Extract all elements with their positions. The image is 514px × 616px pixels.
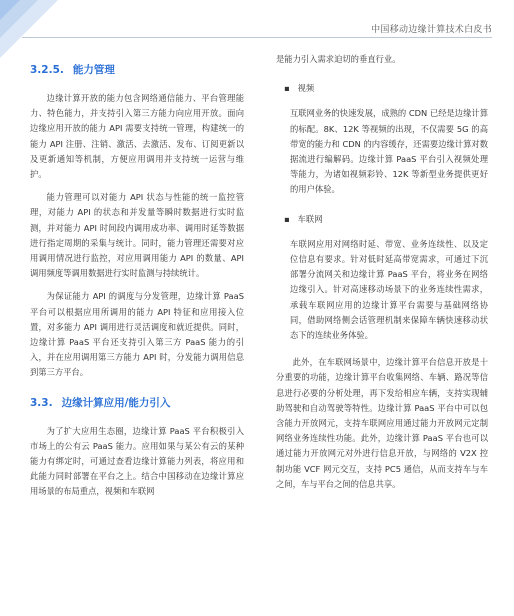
header-divider [22,37,492,38]
paragraph: 边缘计算开放的能力包含网络通信能力、平台管理能力、特色能力，并支持引入第三方能力向应用开放。面向边缘应用开放的能力 API 需要支持统一管理，构建统一的能力 API 注册、注销、激活、去激活、发布、订阅更新以及更新通知等机制，方便应用调用并支持统一运营与维护。 [30,93,244,180]
paragraph: 互联网业务的快速发展，成熟的 CDN 已经是边缘计算的标配。8K、12K 等视频的出现，不仅需要 5G 的高带宽的能力和 CDN 的内容缓存，还需要边缘计算对数据流进行编解码。边缘计算 PaaS 平台引入视频处理等能力，为诸如视频彩铃、12K 等新型业务提供更好的用户体验。 [290,108,488,195]
bullet-label: 视频 [297,83,315,94]
section-title: 边缘计算应用/能力引入 [61,396,171,409]
left-column [30,52,244,508]
bullet-label: 车联网 [297,213,323,224]
right-column [276,52,488,500]
bullet-item-video [284,81,488,96]
section-number: 3.2.5. [30,64,64,76]
paragraph: 是能力引入需求迫切的垂直行业。 [276,54,401,64]
section-title: 能力管理 [72,64,115,76]
paragraph: 车联网应用对网络时延、带宽、业务连续性、以及定位信息有要求。针对低时延高带宽需求，可通过下沉部署分流网关和边缘计算 PaaS 平台，将业务在网络边缘引入。针对高速移动场景下的业务连续性需求，承载车联网应用的边缘计算平台需要与基础网络协同，借助网络侧会话管理机制来保障车辆快速移动状态下的连续业务体验。 [290,238,488,341]
paragraph: 此外，在车联网场景中，边缘计算平台信息开放是十分重要的功能，边缘计算平台收集网络、车辆、路况等信息进行必要的分析处理，再下发给相应车辆，支持实现辅助驾驶和自动驾驶等特性。边缘计算 PaaS 平台中可以包含能力开放网元，支持车联网应用通过能力开放网元定制网络业务连续性功能。此外，边缘计算 PaaS 平台也可以通过能力开放网元对外进行信息开放，与网络的 V2X 控制功能 VCF 网元交互，支持 PC5 通信，从而支持车与车之间，车与平台之间的信息共享。 [276,357,488,489]
paragraph: 能力管理可以对能力 API 状态与性能的统一监控管理，对能力 API 的状态和并发量等瞬时数据进行实时监测，并对能力 API 时间段内调用成功率、调用时延等数据进行指定周期的采集与统计。同时，能力管理还需要对应用调用情况进行监控，对应用调用能力 API 的数量、API 调用频度等调用数据进行实时监测与持续统计。 [30,192,244,279]
section-heading-capability-management [30,62,244,78]
bullet-item-v2x [284,212,488,227]
bullet-dot-icon: ▪ [284,83,290,94]
corner-decoration-icon [0,0,58,58]
paragraph: 为保证能力 API 的调度与分发管理，边缘计算 PaaS 平台可以根据应用所调用的能力 API 特征和应用接入位置，对多能力 API 调用进行灵活调度和就近提供。同时，边缘计算 PaaS 平台还支持引入第三方 PaaS 能力的引入，并在应用调用第三方能力 API 时，分发能力调用信息到第三方平台。 [30,291,244,378]
section-number: 3.3. [30,396,53,409]
paragraph: 为了扩大应用生态圈，边缘计算 PaaS 平台积极引入市场上的公有云 PaaS 能力。应用如果与某公有云的某种能力有绑定时，可通过查看边缘计算能力列表，将应用和此能力同时部署在平台之上。结合中国移动在边缘计算应用场景的布局重点，视频和车联网 [30,425,244,497]
header-title: 中国移动边缘计算技术白皮书 [371,25,492,35]
bullet-dot-icon: ▪ [284,213,290,224]
section-heading-app-capability-import [30,395,244,411]
